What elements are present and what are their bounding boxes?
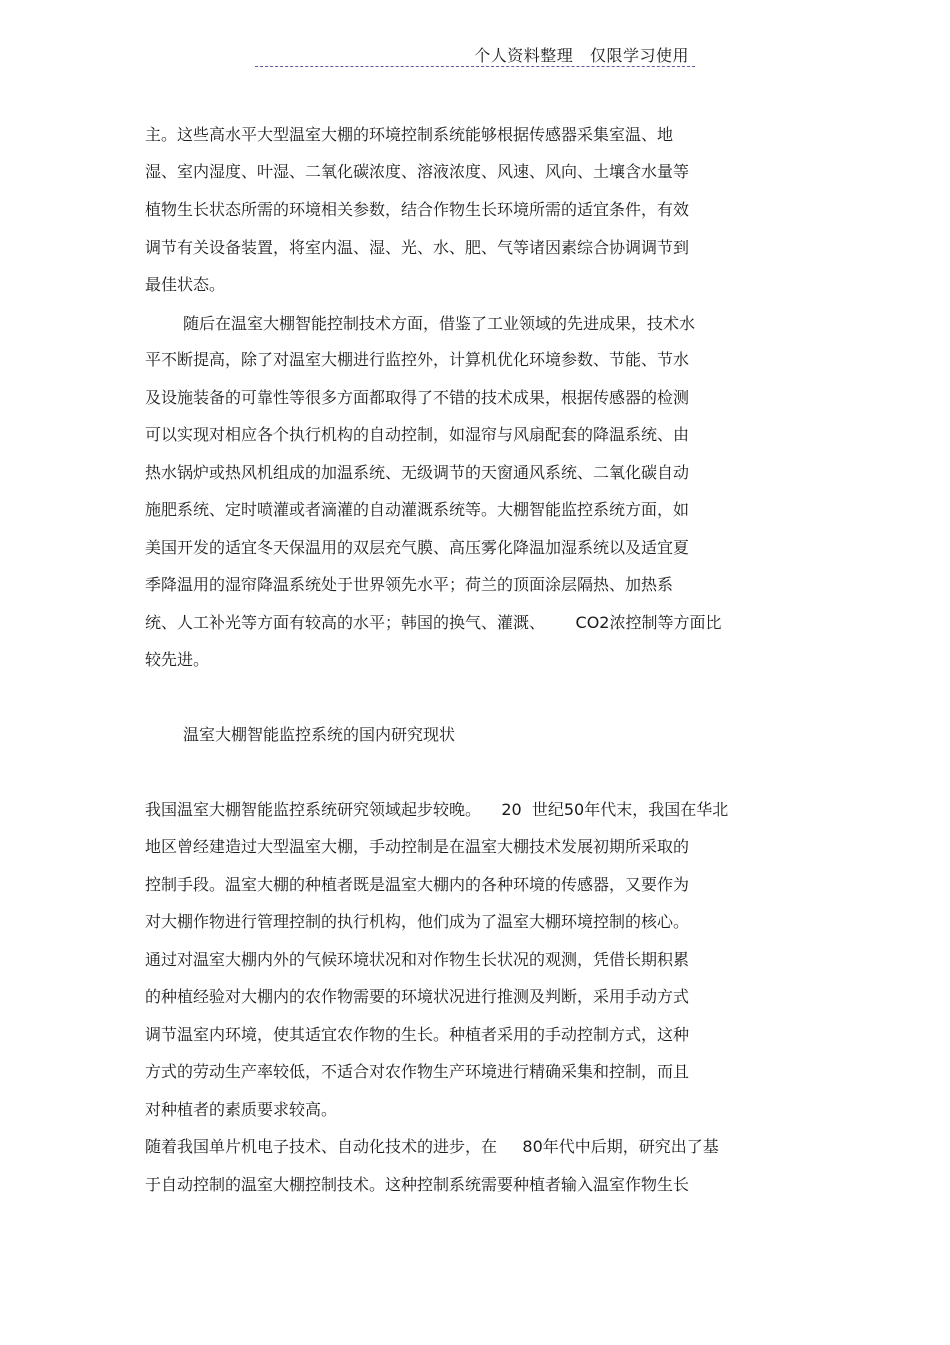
text-line: 美国开发的适宜冬天保温用的双层充气膜、高压雾化降温加湿系统以及适宜夏 xyxy=(145,538,690,557)
text-line: 植物生长状态所需的环境相关参数，结合作物生长环境所需的适宜条件，有效 xyxy=(145,200,690,219)
text-line: 季降温用的湿帘降温系统处于世界领先水平；荷兰的顶面涂层隔热、加热系 xyxy=(145,575,674,594)
text-line: 调节温室内环境，使其适宜农作物的生长。种植者采用的手动控制方式，这种 xyxy=(145,1025,690,1044)
text-line: 调节有关设备装置，将室内温、湿、光、水、肥、气等诸因素综合协调调节到 xyxy=(145,238,690,257)
text-line: 控制手段。温室大棚的种植者既是温室大棚内的各种环境的传感器，又要作为 xyxy=(145,875,690,894)
header-text: 个人资料整理 仅限学习使用 xyxy=(474,46,689,65)
text-line: 主。这些高水平大型温室大棚的环境控制系统能够根据传感器采集室温、地 xyxy=(145,125,674,144)
text-line: 对大棚作物进行管理控制的执行机构，他们成为了温室大棚环境控制的核心。 xyxy=(145,912,690,931)
text-line: 热水锅炉或热风机组成的加温系统、无级调节的天窗通风系统、二氧化碳自动 xyxy=(145,463,690,482)
text-line: 统、人工补光等方面有较高的水平；韩国的换气、灌溉、 CO2浓控制等方面比 xyxy=(145,613,722,632)
text-line: 对种植者的素质要求较高。 xyxy=(145,1100,338,1119)
text-line: 随着我国单片机电子技术、自动化技术的进步，在 80年代中后期，研究出了基 xyxy=(145,1137,719,1156)
text-line: 我国温室大棚智能监控系统研究领域起步较晚。 20 世纪50年代末，我国在华北 xyxy=(145,800,729,819)
text-line: 通过对温室大棚内外的气候环境状况和对作物生长状况的观测，凭借长期积累 xyxy=(145,950,690,969)
section-heading: 温室大棚智能监控系统的国内研究现状 xyxy=(183,725,456,744)
text-line: 平不断提高，除了对温室大棚进行监控外，计算机优化环境参数、节能、节水 xyxy=(145,350,690,369)
text-line: 及设施装备的可靠性等很多方面都取得了不错的技术成果，根据传感器的检测 xyxy=(145,388,690,407)
text-line: 随后在温室大棚智能控制技术方面，借鉴了工业领域的先进成果，技术水 xyxy=(183,314,696,333)
text-line: 湿、室内湿度、叶湿、二氧化碳浓度、溶液浓度、风速、风向、土壤含水量等 xyxy=(145,162,690,181)
text-line: 于自动控制的温室大棚控制技术。这种控制系统需要种植者输入温室作物生长 xyxy=(145,1175,690,1194)
text-line: 较先进。 xyxy=(145,650,210,669)
page-header xyxy=(255,40,695,67)
text-line: 的种植经验对大棚内的农作物需要的环境状况进行推测及判断，采用手动方式 xyxy=(145,987,690,1006)
text-line: 方式的劳动生产率较低，不适合对农作物生产环境进行精确采集和控制，而且 xyxy=(145,1062,690,1081)
text-line: 可以实现对相应各个执行机构的自动控制，如湿帘与风扇配套的降温系统、由 xyxy=(145,425,690,444)
text-line: 最佳状态。 xyxy=(145,275,226,294)
text-line: 施肥系统、定时喷灌或者滴灌的自动灌溉系统等。大棚智能监控系统方面，如 xyxy=(145,500,690,519)
text-line: 地区曾经建造过大型温室大棚，手动控制是在温室大棚技术发展初期所采取的 xyxy=(145,837,690,856)
